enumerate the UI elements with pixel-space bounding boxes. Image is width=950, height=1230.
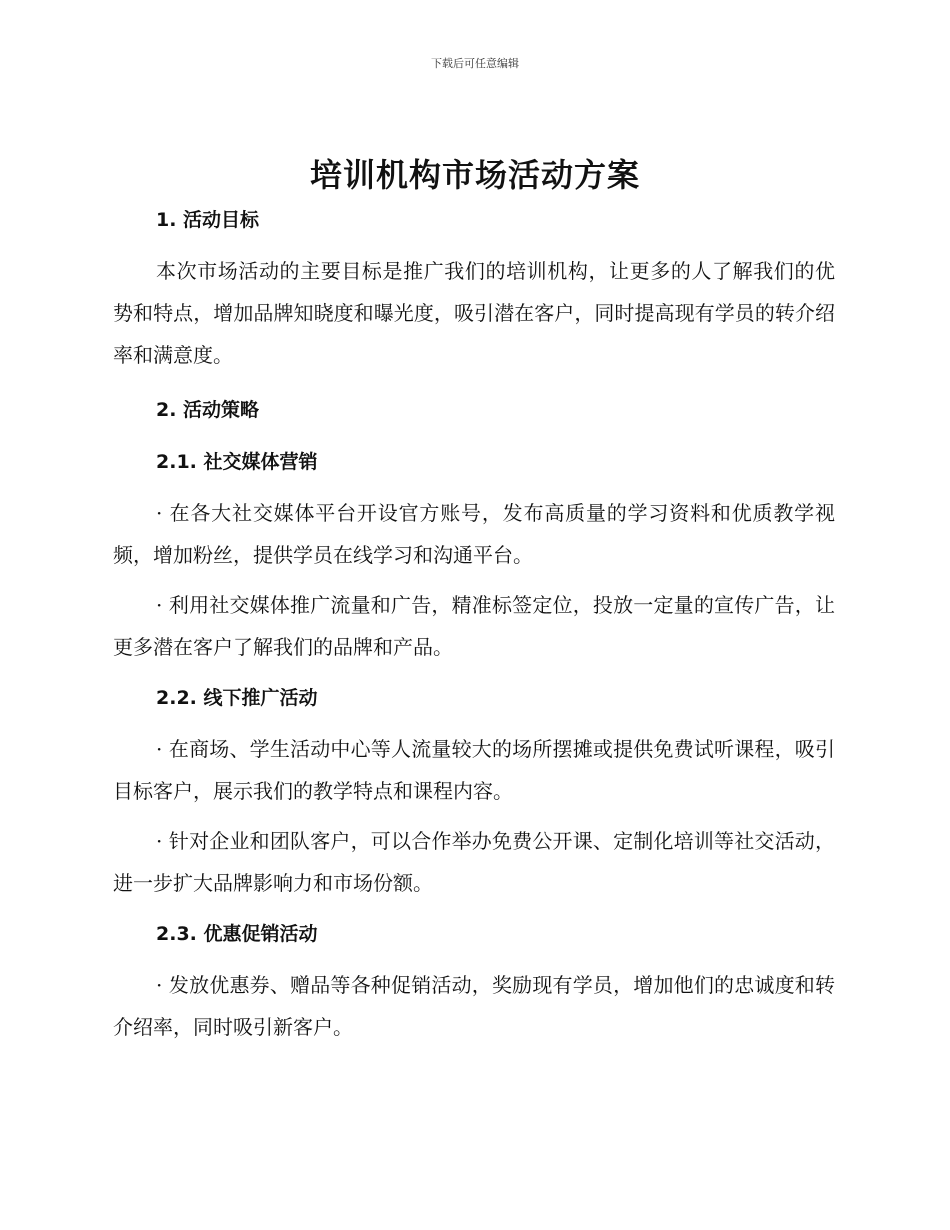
paragraph-promotion-1: · 发放优惠券、赠品等各种促销活动，奖励现有学员，增加他们的忠诚度和转介绍率，同时吸引新客户。 bbox=[113, 973, 835, 1039]
paragraph-goal: 本次市场活动的主要目标是推广我们的培训机构，让更多的人了解我们的优势和特点，增加品牌知晓度和曝光度，吸引潜在客户，同时提高现有学员的转介绍率和满意度。 bbox=[113, 259, 835, 367]
section-heading-goal: 1. 活动目标 bbox=[156, 209, 260, 231]
subsection-heading-promotion: 2.3. 优惠促销活动 bbox=[156, 923, 318, 945]
paragraph-offline-1: · 在商场、学生活动中心等人流量较大的场所摆摊或提供免费试听课程，吸引目标客户，展示我们的教学特点和课程内容。 bbox=[113, 737, 835, 803]
paragraph-social-media-2: · 利用社交媒体推广流量和广告，精准标签定位，投放一定量的宣传广告，让更多潜在客户了解我们的品牌和产品。 bbox=[113, 593, 835, 659]
document-title: 培训机构市场活动方案 bbox=[309, 156, 640, 194]
paragraph-offline-2: · 针对企业和团队客户，可以合作举办免费公开课、定制化培训等社交活动，进一步扩大品牌影响力和市场份额。 bbox=[113, 829, 835, 895]
document-body bbox=[113, 198, 835, 1048]
section-heading-strategy: 2. 活动策略 bbox=[156, 399, 260, 421]
paragraph-social-media-1: · 在各大社交媒体平台开设官方账号，发布高质量的学习资料和优质教学视频，增加粉丝，提供学员在线学习和沟通平台。 bbox=[113, 501, 835, 567]
subsection-heading-social-media: 2.1. 社交媒体营销 bbox=[156, 451, 318, 473]
subsection-heading-offline: 2.2. 线下推广活动 bbox=[156, 687, 318, 709]
header-note: 下载后可任意编辑 bbox=[431, 57, 519, 70]
